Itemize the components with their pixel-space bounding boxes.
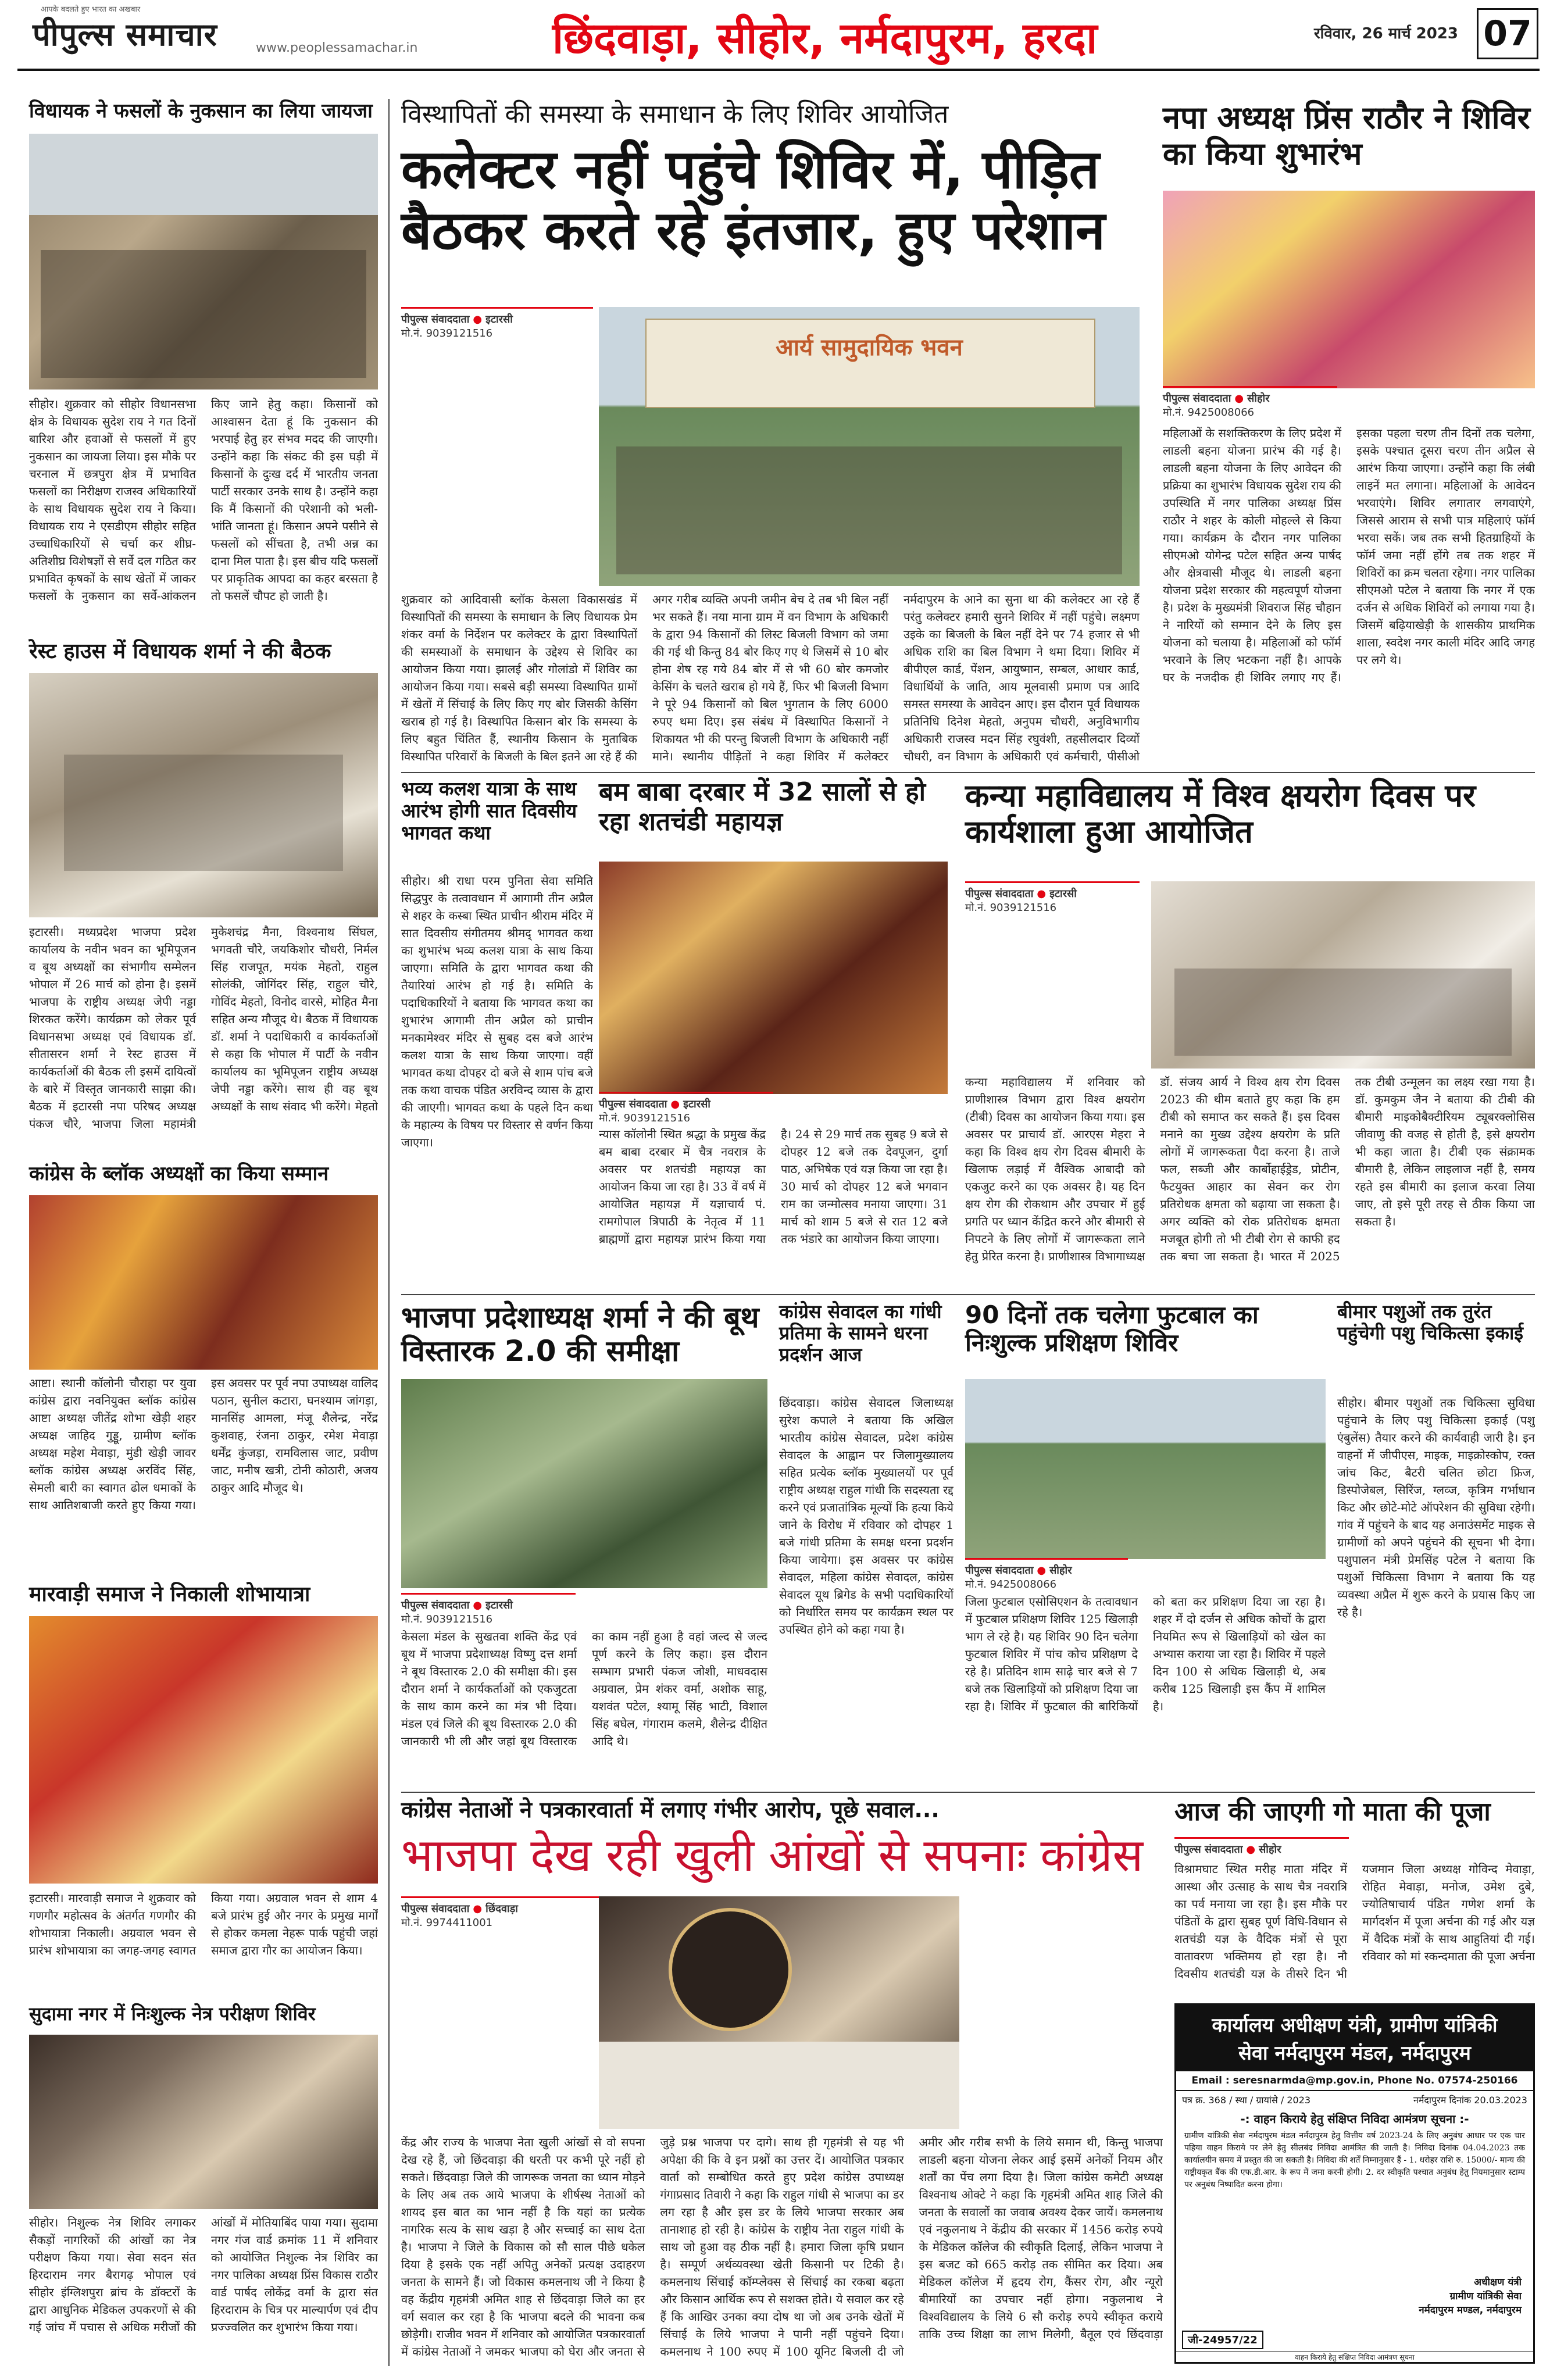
story6-byline: पीपुल्स संवाददाता ● इटारसी मो.नं. 9039121516 [599, 1092, 773, 1125]
story8-photo [29, 1195, 378, 1370]
story10-headline: कांग्रेस सेवादल का गांधी प्रतिमा के सामने धरना प्रदर्शन आज [779, 1300, 942, 1366]
notice-email: Email : seresnarmda@mp.gov.in, Phone No. 07574-250166 [1176, 2071, 1533, 2091]
masthead-rule [17, 69, 1540, 71]
story1-headline: विधायक ने फसलों के नुकसान का लिया जायजा [29, 99, 373, 123]
masthead-tagline: आपके बदलते हुए भारत का अखबार [41, 5, 141, 14]
story5-headline: भव्य कलश यात्रा के साथ आरंभ होगी सात दिवसीय भागवत कथा [401, 777, 577, 844]
story9-mobile: मो.नं. 9039121516 [401, 1613, 493, 1625]
story2-byline-name: पीपुल्स संवाददाता [401, 313, 470, 326]
story9-body: केसला मंडल के सुखतवा शक्ति केंद्र एवं बूथ में भाजपा प्रदेशाध्यक्ष विष्णु दत्त शर्मा ने बूथ विस्तारक 2.0 की समीक्षा की। इस दौरान शर्मा ने कार्यकर्ताओं को एकजुटता के साथ काम करने का मंत्र भी दिया। मंडल एवं जिले की बूथ विस्तारक 2.0 की जानकारी भी ली और जहां बूथ विस्तारक का काम नहीं हुआ है वहां जल्द से जल्द पूर्ण करने के लिए कहा। इस दौरान सम्भाग प्रभारी पंकज जोशी, माधवदास अग्रवाल, प्रेम शंकर वर्मा, अशोक साहू, यशवंत पटेल, श्यामू सिंह भाटी, विशाल सिंह बघेल, गंगाराम कलमे, शैलेन्द्र दीक्षित आदि थे। [401, 1629, 767, 1748]
story11-photo [965, 1379, 1326, 1559]
story3-headline: नपा अध्यक्ष प्रिंस राठौर ने शिविर का किया शुभारंभ [1163, 99, 1530, 173]
story15-byline: पीपुल्स संवाददाता ● सीहोर [1174, 1837, 1349, 1856]
page-number: 07 [1477, 8, 1538, 59]
story11-byline-name: पीपुल्स संवाददाता [965, 1564, 1034, 1577]
story5-body: सीहोर। श्री राधा परम पुनिता सेवा समिति सिद्धपुर के तत्वावधान में आगामी तीन अप्रैल से शहर के कस्बा स्थित प्राचीन श्रीराम मंदिर में सात दिवसीय संगीतमय श्रीमद् भागवत कथा का शुभारंभ भव्य कलश यात्रा के साथ किया जाएगा। समिति के द्वारा भागवत कथा की तैयारियां आरंभ हो गई है। समिति के पदाधिकारियों ने बताया कि भागवत कथा का शुभारंभ आगामी तीन अप्रैल को प्राचीन मनकामेश्वर मंदिर से सुबह दस बजे आरंभ कलश यात्रा के साथ किया जाएगा। वहीं भागवत कथा दोपहर दो बजे से शाम पांच बजे तक कथा वाचक पंडित अरविन्द व्यास के द्वारा की जाएगी। भागवत कथा के पहले दिन कथा के महात्म्य के विषय पर विस्तार से वर्णन किया जाएगा। [401, 874, 593, 1149]
logo: पीपुल्स समाचार [33, 16, 217, 53]
story6-photo [599, 862, 948, 1094]
story9-byline-name: पीपुल्स संवाददाता [401, 1599, 470, 1611]
story13-photo [29, 1616, 378, 1884]
section-rule-2 [401, 1294, 1535, 1295]
story10-body: छिंदवाड़ा। कांग्रेस सेवादल जिलाध्यक्ष सुरेश कपाले ने बताया कि अखिल भारतीय कांग्रेस सेवादल, प्रदेश कांग्रेस सेवादल के आह्वान पर जिलामुख्यालय सहित प्रत्येक ब्लॉक मुख्यालयों पर पूर्व राष्ट्रीय अध्यक्ष राहुल गांधी कि सदस्यता रद्द करने एवं प्रजातांत्रिक मूल्यों कि हत्या किये जाने के विरोध में रविवार को दोपहर 1 बजे गांधी प्रतिमा के समक्ष धरना प्रदर्शन किया जायेगा। इस अवसर पर कांग्रेस सेवादल, महिला कांग्रेस सेवादल, कांग्रेस सेवादल यूथ ब्रिगेड के सभी पदाधिकारियों को निर्धारित समय पर कार्यक्रम स्थल पर उपस्थित होने को कहा गया है। [779, 1396, 954, 1636]
story7-mobile: मो.नं. 9039121516 [965, 902, 1057, 914]
story2-byline-place: इटारसी [485, 313, 513, 326]
story16-photo [29, 2035, 378, 2209]
story12-headline: बीमार पशुओं तक तुरंत पहुंचेगी पशु चिकित्सा इकाई [1337, 1300, 1523, 1344]
story9-photo [401, 1379, 767, 1588]
story7-byline: पीपुल्स संवाददाता ● इटारसी मो.नं. 9039121516 [965, 881, 1140, 914]
story11-byline-place: सीहोर [1049, 1564, 1072, 1577]
story11-byline: पीपुल्स संवाददाता ● सीहोर मो.नं. 9425008066 [965, 1558, 1128, 1591]
story3-byline-name: पीपुल्स संवाददाता [1163, 392, 1231, 405]
story4-body: इटारसी। मध्यप्रदेश भाजपा प्रदेश कार्यालय के नवीन भवन का भूमिपूजन व बूथ अध्यक्षों का संभागीय सम्मेलन भोपाल में 26 मार्च को होना है। इसमें भाजपा के राष्ट्रीय अध्यक्ष जेपी नड्डा शिरकत करेंगे। कार्यक्रम को लेकर पूर्व विधानसभा अध्यक्ष एवं विधायक डॉ. सीतासरन शर्मा ने रेस्ट हाउस में कार्यकर्ताओं की बैठक ली इसमें दायित्वों के बारे में विस्तृत जानकारी साझा की। बैठक में इटारसी नपा परिषद अध्यक्ष पंकज चौरे, भाजपा जिला महामंत्री मुकेशचंद्र मैना, विश्वनाथ सिंघल, भगवती चौरे, जयकिशोर चौधरी, निर्मल सिंह राजपूत, मयंक मेहतो, राहुल सोलंकी, जोगिंदर सिंह, राहुल चौरे, गोविंद मेहतो, विनोद वारसे, मोहित मैना सहित अन्य मौजूद थे। बैठक में विधायक डॉ. शर्मा ने पदाधिकारी व कार्यकर्ताओं से कहा कि भोपाल में पार्टी के नवीन कार्यालय का भूमिपूजन राष्ट्रीय अध्यक्ष जेपी नड्डा करेंगे। साथ ही वह बूथ अध्यक्षों के साथ संवाद भी करेंगे। मेहतो [29, 925, 378, 1131]
story3-body: महिलाओं के सशक्तिकरण के लिए प्रदेश में लाडली बहना योजना प्रारंभ की गई है। लाडली बहना योजना के लिए आवेदन की प्रक्रिया का शुभारंभ विधायक सुदेश राय की उपस्थिति में नगर पालिका अध्यक्ष प्रिंस राठौर ने शहर के कोली मोहल्ले से किया गया। कार्यक्रम के दौरान नगर पालिका सीएमओ योगेन्द्र पटेल सहित अन्य पार्षद और क्षेत्रवासी मौजूद थे। लाडली बहना योजना प्रदेश सरकार की महत्वपूर्ण योजना है। प्रदेश के मुख्यमंत्री शिवराज सिंह चौहान ने नारियों को सम्मान देने के लिए इस योजना को चलाया है। महिलाओं को फॉर्म भरवाने के लिए भटकना नहीं है। आपके घर के नजदीक ही शिविर लगाए गए हैं। इसका पहला चरण तीन दिनों तक चलेगा, इसके पश्चात दूसरा चरण तीन अप्रैल से आरंभ किया जाएगा। उन्होंने कहा कि लंबी लाइनें मत लगाना। महिलाओं के आवेदन भरवाएंगे। शिविर लगातार लगवाएंगे, जिससे आराम से सभी पात्र महिलाएं फॉर्म भरवा सकें। जब तक सभी हितग्राहियों के फॉर्म जमा नहीं होंगे तब तक शहर में शिविरों का क्रम चलता रहेगा। नगर पालिका सीएमओ पटेल ने बताया कि नगर में एक दर्जन से अधिक शिविरों को लगाया गया है। जिसमें बढ़ियाखेड़ी के शासकीय प्राथमिक शाला, स्वदेश नगर काली मंदिर आदि जगह पर लगे थे। [1163, 426, 1535, 684]
story16-body: सीहोर। निशुल्क नेत्र शिविर लगाकर सैकड़ों नागरिकों की आंखों का नेत्र परीक्षण किया गया। सेवा सदन संत हिरदाराम नगर बैरागढ़ भोपाल एवं सीहोर इंग्लिशपुरा ब्रांच के डॉक्टरों के द्वारा आधुनिक मेडिकल उपकरणों से की गई जांच में पचास से अधिक मरीजों की आंखों में मोतियाबिंद पाया गया। सुदामा नगर गंज वार्ड क्रमांक 11 में शनिवार को आयोजित निशुल्क नेत्र शिविर का नगर पालिका अध्यक्ष प्रिंस विकास राठौर वार्ड पार्षद लोकेंद्र वर्मा के द्वारा संत हिरदाराम के चित्र पर माल्यार्पण एवं दीप प्रज्ज्वलित कर शुभारंभ किया गया। [29, 2215, 378, 2334]
story2-kicker: विस्थापितों की समस्या के समाधान के लिए शिविर आयोजित [401, 99, 949, 129]
story14-body: केंद्र और राज्य के भाजपा नेता खुली आंखों से वो सपना देख रहे हैं, जो छिंदवाड़ा की धरती पर कभी पूरे नहीं हो सकते। छिंदवाड़ा जिले की जागरूक जनता का ध्यान मोड़ने के लिए अब तक आये भाजपा के शीर्षस्थ नेताओं को शायद इस बात का भान नहीं है कि यहां का प्रत्येक नागरिक सत्य के साथ खड़ा है और सच्चाई का साथ देता है। भाजपा ने जिले के विकास को सौ साल पीछे धकेल दिया है इसके एक नहीं अपितु अनेकों प्रत्यक्ष उदाहरण जनता के सामने हैं। जो विकास कमलनाथ जी ने किया है वह केंद्रीय गृहमंत्री अमित शाह से छिंदवाड़ा जिले का हर वर्ग सवाल कर रहा है कि भाजपा बदले की भावना कब छोड़ेगी। राजीव भवन में शनिवार को आयोजित पत्रकारवार्ता में कांग्रेस नेताओं ने जमकर भाजपा को घेरा और जनता से जुड़े प्रश्न भाजपा पर दागे। साथ ही गृहमंत्री से यह भी अपेक्षा की कि वे इन प्रश्नों का उत्तर दें। आयोजित पत्रकार वार्ता को सम्बोधित करते हुए प्रदेश कांग्रेस उपाध्यक्ष गंगाप्रसाद तिवारी ने कहा कि राहुल गांधी से भाजपा का डर लग रहा है और इस डर के लिये भाजपा सरकार अब तानाशाह हो रही है। कांग्रेस के राष्ट्रीय नेता राहुल गांधी के साथ जो हुआ वह ठीक नहीं है। हमारा जिला कृषि प्रधान है। सम्पूर्ण अर्थव्यवस्था खेती किसानी पर टिकी है। कमलनाथ सिंचाई कॉम्प्लेक्स से सिंचाई का रकबा बढ़ता और किसान आर्थिक रूप से सशक्त होते। ये सवाल कर रहे हैं कि आखिर उनका क्या दोष था जो अब उनके खेतों में सिंचाई के लिये भाजपा ने पानी नहीं पहुंचने दिया। कमलनाथ ने 100 रुपए में 100 यूनिट बिजली दी जो अमीर और गरीब सभी के लिये समान थी, किन्तु भाजपा लाडली बहना योजना लेकर आई इसमें अनेकों नियम और शर्तों का पेंच लगा दिया है। जिला कांग्रेस कमेटी अध्यक्ष विश्वनाथ ओक्टे ने कहा कि गृहमंत्री अमित शाह जिले की जनता के सवालों का जवाब अवश्य देकर जायें। कमलनाथ एवं नकुलनाथ ने केंद्रीय की सरकार में 1456 करोड़ रुपये के मेडिकल कॉलेज की स्वीकृति दिलाई, लेकिन भाजपा ने इस बजट को 665 करोड़ तक सीमित कर दिया। अब मेडिकल कॉलेज में हृदय रोग, कैंसर रोग, और न्यूरो बीमारियों का उपचार नहीं होगा। नकुलनाथ ने विश्वविद्यालय के लिये 6 सौ करोड़ रुपये स्वीकृत कराये ताकि उच्च शिक्षा का लाभ मिलेगी, बैतूल एवं छिंदवाड़ा [401, 2135, 1163, 2358]
story8-headline: कांग्रेस के ब्लॉक अध्यक्षों का किया सम्मान [29, 1162, 329, 1185]
story16-headline: सुदामा नगर में निःशुल्क नेत्र परीक्षण शिविर [29, 2003, 316, 2025]
site-url[interactable]: www.peoplessamachar.in [256, 41, 418, 55]
notice-ref: पत्र क्र. 368 / स्था / ग्रायांसे / 2023 [1182, 2095, 1311, 2106]
notice-body: ग्रामीण यांत्रिकी सेवा नर्मदापुरम मंडल नर्मदापुरम हेतु वित्तीय वर्ष 2023-24 के लिए अनुबंध आधार पर एक चार पहिया वाहन किराये पर लेने हेतु सीलबंद निविदा आमंत्रित की जाती है। निविदा दिनांक 04.04.2023 तक कार्यालयीन समय में प्रस्तुत की जा सकती है। निविदा की शर्तें निम्नानुसार हैं - 1. धरोहर राशि रु. 15000/- मान्य की राष्ट्रीयकृत बैंक की एफ.डी.आर. के रूप में जमा करनी होगी। 2. दर स्वीकृति पश्चात अनुबंध हेतु नियमानुसार स्टाम्प पर अनुबंध निष्पादित करना होगा। [1184, 2131, 1525, 2189]
column-rule-1 [388, 99, 390, 2366]
notice-sign1: अधीक्षण यंत्री [1474, 2277, 1522, 2288]
story6-mobile: मो.नं. 9039121516 [599, 1112, 691, 1124]
story2-body: शुक्रवार को आदिवासी ब्लॉक केसला विकासखंड में विस्थापितों की समस्या के समाधान के लिए विधायक प्रेम शंकर वर्मा के निर्देशन पर कलेक्टर के द्वारा विस्थापितों की समस्याओं के समाधान के उद्देश्य से शिविर का आयोजन किया गया। झालई और गोलांडो में शिविर का आयोजन किया गया। सबसे बड़ी समस्या विस्थापित ग्रामों में खेतों में सिंचाई के लिए किए गए बोर जिसकी केसिंग खराब हो गई है। विस्थापित किसान बोर कि समस्या के लिए बहुत चिंतित हैं, स्थानीय किसान के मुताबिक विस्थापित परिवारों के बिजली के बिल इतने आ रहे हैं की अगर गरीब व्यक्ति अपनी जमीन बेच दे तब भी बिल नहीं भर सकते हैं। नया माना ग्राम में वन विभाग के अधिकारी के द्वारा 94 किसानों की लिस्ट बिजली विभाग को जमा की गई थी किन्तु 84 बोर किए गए थे जिसमें से 10 बोर होना शेष रह गये 84 बोर में से भी 60 बोर कमजोर केसिंग के चलते खराब हो गये हैं, फिर भी बिजली विभाग ने पूरे 94 किसानों को बिल भुगतान के लिए 6000 रुपए थमा दिए। इस संबंध में विस्थापित किसानों ने शिकायत भी की परन्तु बिजली विभाग के अधिकारी नहीं माने। स्थानीय पीड़ितों ने कहा शिविर में कलेक्टर नर्मदापुरम के आने का सुना था की कलेक्टर आ रहे हैं परंतु कलेक्टर हमारी सुनने शिविर में नहीं पहुंचे। लक्ष्मण उइके का बिजली के बिल नहीं देने पर 74 हजार से भी अधिक राशि का बिल विभाग ने थमा दिया। शिविर में बीपीएल कार्ड, पेंशन, आयुष्मान, सम्बल, आधार कार्ड, विधार्थियों के जाति, आय मूलवासी प्रमाण पत्र आदि समस्त समस्या के आवेदन आए। इस दौरान पूर्व विधायक प्रतिनिधि दिनेश मेहतो, अनुपम चौधरी, अनुविभागीय अधिकारी राजस्व मदन सिंह रघुवंशी, तहसीलदार दिव्यों चौधरी, वन विभाग के अधिकारी एवं कर्मचारी, पीसीओ [401, 592, 1140, 763]
story14-kicker: कांग्रेस नेताओं ने पत्रकारवार्ता में लगाए गंभीर आरोप, पूछे सवाल... [401, 1797, 940, 1822]
section-rule-1 [401, 772, 1535, 773]
story4-photo [29, 673, 378, 917]
story2-photo-sign: आर्य सामुदायिक भवन [776, 334, 963, 361]
story14-headline: भाजपा देख रही खुली आंखों से सपनाः कांग्रेस [401, 1829, 1144, 1882]
notice-title: -: वाहन किराये हेतु संक्षिप्त निविदा आमंत्रण सूचना :- [1240, 2112, 1469, 2126]
section-title: छिंदवाड़ा, सीहोर, नर्मदापुरम, हरदा [552, 13, 1098, 63]
story7-byline-name: पीपुल्स संवाददाता [965, 888, 1034, 900]
story15-byline-place: सीहोर [1259, 1843, 1281, 1856]
masthead [0, 0, 1557, 69]
story6-headline: बम बाबा दरबार में 32 सालों से हो रहा शतचंडी महायज्ञ [599, 777, 926, 837]
notice-footer: वाहन किराये हेतु संक्षिप्त निविदा आमंत्रण सूचना [1176, 2352, 1533, 2362]
story8-body: आष्टा। स्थानी कॉलोनी चौराहा पर युवा कांग्रेस द्वारा नवनियुक्त ब्लॉक कांग्रेस आष्टा अध्यक्ष जीतेंद्र शोभा खेड़ी शहर अध्यक्ष जाहिद गुड्डू, ग्रामीण ब्लॉक अध्यक्ष महेश मेवाड़ा, मुंडी खेड़ी जावर ब्लॉक कांग्रेस अध्यक्ष अरविंद सिंह, सेमली बारी का स्वागत ढोल धमाकों के साथ आतिशबाजी करते हुए किया गया। इस अवसर पर पूर्व नपा उपाध्यक्ष वालिद पठान, सुनील कटारा, घनश्याम जांगड़ा, मानसिंह आमला, मंजू शैलेन्द्र, नरेंद्र कुशवाह, रंजना ठाकुर, रमेश मेवाड़ा धर्मेंद्र कुंजड़ा, रामविलास जाट, प्रवीण जाट, मनीष खत्री, टोनी कोठारी, अजय ठाकुर आदि मौजूद थे। [29, 1376, 378, 1512]
story11-body: जिला फुटबाल एसोसिएशन के तत्वावधान में फुटबाल प्रशिक्षण शिविर 125 खिलाड़ी भाग ले रहे है। यह शिविर 90 दिन चलेगा फुटबाल शिविर में पांच कोच प्रशिक्षण दे रहे है। प्रतिदिन शाम साढ़े चार बजे से 7 बजे तक खिलाड़ियों को प्रशिक्षण दिया जा रहा है। शिविर में फुटबाल की बारिकियों को बता कर प्रशिक्षण दिया जा रहा है। शहर में दो दर्जन से अधिक कोचों के द्वारा नियमित रूप से खिलाड़ियों को खेल का अभ्यास कराया जा रहा है। शिविर में पहले दिन 100 से अधिक खिलाड़ी थे, अब करीब 125 खिलाड़ी इस कैंप में शामिल है। [965, 1595, 1326, 1713]
story4-headline: रेस्ट हाउस में विधायक शर्मा ने की बैठक [29, 639, 331, 663]
story13-headline: मारवाड़ी समाज ने निकाली शोभायात्रा [29, 1582, 310, 1606]
story14-byline-name: पीपुल्स संवाददाता [401, 1903, 470, 1915]
story2-headline: कलेक्टर नहीं पहुंचे शिविर में, पीड़ित बैठकर करते रहे इंतजार, हुए परेशान [401, 138, 1105, 262]
story14-byline-place: छिंदवाड़ा [485, 1903, 518, 1915]
story6-byline-place: इटारसी [683, 1098, 710, 1110]
notice-ref-date: नर्मदापुरम दिनांक 20.03.2023 [1413, 2095, 1527, 2106]
story7-body: कन्या महाविद्यालय में शनिवार को प्राणीशास्त्र विभाग द्वारा विश्व क्षयरोग (टीबी) दिवस का आयोजन किया गया। इस अवसर पर प्राचार्य डॉ. आरएस मेहरा ने कहा कि विश्व क्षय रोग दिवस बीमारी के खिलाफ लड़ाई में वैश्विक आबादी को एकजुट करने का एक अवसर है। यह दिन क्षय रोग की रोकथाम और उपचार में हुई प्रगति पर ध्यान केंद्रित करने और बीमारी से निपटने के लिए लोगों में जागरूकता लाने हेतु प्रेरित करना है। प्राणीशास्त्र विभागाध्यक्ष डॉ. संजय आर्य ने विश्व क्षय रोग दिवस 2023 की थीम बताते हुए कहा कि हम टीबी को समाप्त कर सकते हैं। इस दिवस मनाने का मुख्य उद्देश्य क्षयरोग के प्रति लोगों में जागरूकता पैदा करना है। ताजे फल, सब्जी और कार्बोहाईड्रेड, प्रोटीन, फैटयुक्त आहार का सेवन कर रोग प्रतिरोधक क्षमता को बढ़ाया जा सकता है। अगर व्यक्ति को रोक प्रतिरोधक क्षमता मजबूत होगी तो भी टीबी रोग से काफी हद तक बचा जा सकता है। भारत में 2025 तक टीबी उन्मूलन का लक्ष्य रखा गया है। डॉ. कुमकुम जैन ने बताया की टीबी की बीमारी माइकोबैक्टीरियम ट्यूबरक्लोसिस जीवाणु की वजह से होती है, इसे क्षयरोग भी कहा जाता है। टीबी एक संक्रामक बीमारी है, लेकिन लाइलाज नहीं है, समय रहते इस बीमारी का इलाज करवा लिया जाए, तो इसे पूरी तरह से ठीक किया जा सकता है। [965, 1075, 1535, 1263]
story12-body: सीहोर। बीमार पशुओं तक चिकित्सा सुविधा पहुंचाने के लिए पशु चिकित्सा इकाई (पशु एंबुलेंस) तैयार करने की कार्यवाही जारी है। इन वाहनों में जीपीएस, माइक, माइक्रोस्कोप, रक्त जांच किट, बैटरी चलित छोटा फ्रिज, डिस्पोजेबल, सिरिंज, ग्लव्ज, कृत्रिम गर्भाधान किट और छोटे-मोटे ऑपरेशन की सुविधा रहेगी। गांव में पहुंचने के बाद यह अनाउंसमेंट माइक से ग्रामीणों को अपने पहुंचने की सूचना भी देगा। पशुपालन मंत्री प्रेमसिंह पटेल ने बताया कि पशुओं चिकित्सा विभाग ने बताया कि यह व्यवस्था अप्रैल में शुरू करने के प्रयास किए जा रहे है। [1337, 1396, 1535, 1619]
tender-notice [1174, 2003, 1535, 2364]
story3-mobile: मो.नं. 9425008066 [1163, 406, 1255, 419]
notice-sign2: ग्रामीण यांत्रिकी सेवा [1449, 2290, 1522, 2302]
section-rule-3 [401, 1792, 1535, 1793]
story14-byline: पीपुल्स संवाददाता ● छिंदवाड़ा मो.नं. 9974411001 [401, 1896, 599, 1929]
story7-byline-place: इटारसी [1049, 888, 1077, 900]
story2-photo [599, 307, 1140, 586]
story14-photo [599, 1896, 959, 2129]
notice-sign3: नर्मदापुरम मण्डल, नर्मदापुरम [1419, 2304, 1522, 2316]
story3-photo [1163, 191, 1535, 388]
issue-date: रविवार, 26 मार्च 2023 [1314, 25, 1459, 42]
story7-photo [1151, 881, 1535, 1069]
story3-byline-place: सीहोर [1247, 392, 1270, 405]
story3-byline: पीपुल्स संवाददाता ● सीहोर मो.नं. 9425008066 [1163, 386, 1337, 419]
story11-mobile: मो.नं. 9425008066 [965, 1578, 1057, 1591]
story1-body: सीहोर। शुक्रवार को सीहोर विधानसभा क्षेत्र के विधायक सुदेश राय ने गत दिनों बारिश और हवाओं से फसलों में हुए नुकसान का जायजा लिया। इस मौके पर चरनाल में छत्रपुरा क्षेत्र में प्रभावित फसलों का निरीक्षण राजस्व अधिकारियों के साथ विधायक सुदेश राय ने किया। विधायक राय ने एसडीएम सीहोर सहित उच्चाधिकारियों से चर्चा कर शीघ्र-अतिशीघ्र विशेषज्ञों से सर्वे दल गठित कर प्रभावित कृषकों के साथ खेतों में जाकर फसलों के नुकसान का सर्वे-आंकलन किए जाने हेतु कहा। किसानों को आश्वासन देता हूं कि नुकसान की भरपाई हेतु हर संभव मदद की जाएगी। उन्होंने कहा कि संकट की इस घड़ी में किसानों के दुःख दर्द में भारतीय जनता पार्टी सरकार उनके साथ है। उन्होंने कहा कि मैं किसानों की परेशानी को भली-भांति जानता हूं। किसान अपने पसीने से फसलों को सींचता है, तभी अन्न का दाना मिल पाता है। इस बीच यदि फसलों पर प्राकृतिक आपदा का कहर बरसता है तो फसलें चौपट हो जाती है। [29, 397, 378, 603]
notice-office-line2: सेवा नर्मदापुरम मंडल, नर्मदापुरम [1176, 2039, 1533, 2071]
story7-headline: कन्या महाविद्यालय में विश्व क्षयरोग दिवस पर कार्यशाला हुआ आयोजित [965, 777, 1476, 850]
story15-body: विश्रामघाट स्थित मरीह माता मंदिर में आस्था और उत्साह के साथ चैत्र नवरात्रि का पर्व मनाया जा रहा है। इस मौके पर पंडितों के द्वारा सुबह पूर्ण विधि-विधान से शतचंडी यज्ञ के वैदिक मंत्रों से पूरा वातावरण भक्तिमय हो रहा है। नौ दिवसीय शतचंडी यज्ञ के तीसरे दिन भी यजमान जिला अध्यक्ष गोविन्द मेवाड़ा, रोहित मेवाड़ा, मनोज, उमेश दुबे, ज्योतिषाचार्य पंडित गणेश शर्मा के मार्गदर्शन में पूजा अर्चना की गई और यज्ञ में वैदिक मंत्रों के साथ आहुतियां दी गई। रविवार को मां स्कन्दमाता की पूजा अर्चना [1174, 1862, 1535, 1981]
story11-headline: 90 दिनों तक चलेगा फुटबाल का निःशुल्क प्रशिक्षण शिविर [965, 1300, 1259, 1357]
story9-byline-place: इटारसी [485, 1599, 513, 1611]
story6-body: न्यास कॉलोनी स्थित श्रद्धा के प्रमुख केंद्र बम बाबा दरबार में चैत्र नवरात्र के अवसर पर शतचंडी महायज्ञ का आयोजन किया जा रहा है। 33 वें वर्ष में आयोजित महायज्ञ में यज्ञाचार्य पं. रामगोपाल त्रिपाठी के नेतृत्व में 11 ब्राह्मणों द्वारा महायज्ञ प्रारंभ किया गया है। 24 से 29 मार्च तक सुबह 9 बजे से दोपहर 12 बजे तक देवपूजन, दुर्गा पाठ, अभिषेक एवं यज्ञ किया जा रहा है। 30 मार्च को दोपहर 12 बजे भगवान राम का जन्मोत्सव मनाया जाएगा। 31 मार्च को शाम 5 बजे से रात 12 बजे तक भंडारे का आयोजन किया जाएगा। [599, 1127, 948, 1246]
story6-byline-name: पीपुल्स संवाददाता [599, 1098, 667, 1110]
story9-headline: भाजपा प्रदेशाध्यक्ष शर्मा ने की बूथ विस्तारक 2.0 की समीक्षा [401, 1300, 759, 1368]
story13-body: इटारसी। मारवाड़ी समाज ने शुक्रवार को गणगौर महोत्सव के अंतर्गत गणगौर की शोभायात्रा निकाली। अग्रवाल भवन से प्रारंभ शोभायात्रा का जगह-जगह स्वागत किया गया। अग्रवाल भवन से शाम 4 बजे प्रारंभ हुई और नगर के प्रमुख मार्गों से होकर कमला नेहरू पार्क पहुंची जहां समाज द्वारा गौर का आयोजन किया। [29, 1891, 378, 1957]
story2-byline: पीपुल्स संवाददाता ● इटारसी मो.नं. 9039121516 [401, 307, 593, 340]
story15-byline-name: पीपुल्स संवाददाता [1174, 1843, 1243, 1856]
notice-office-line1: कार्यालय अधीक्षण यंत्री, ग्रामीण यांत्रिकी [1176, 2005, 1533, 2039]
story15-headline: आज की जाएगी गो माता की पूजा [1174, 1797, 1491, 1827]
story9-byline: पीपुल्स संवाददाता ● इटारसी मो.नं. 9039121516 [401, 1593, 576, 1626]
story2-mobile: मो.नं. 9039121516 [401, 327, 493, 340]
story1-photo [29, 134, 378, 389]
story14-mobile: मो.नं. 9974411001 [401, 1917, 493, 1929]
notice-code: जी-24957/22 [1182, 2331, 1263, 2349]
